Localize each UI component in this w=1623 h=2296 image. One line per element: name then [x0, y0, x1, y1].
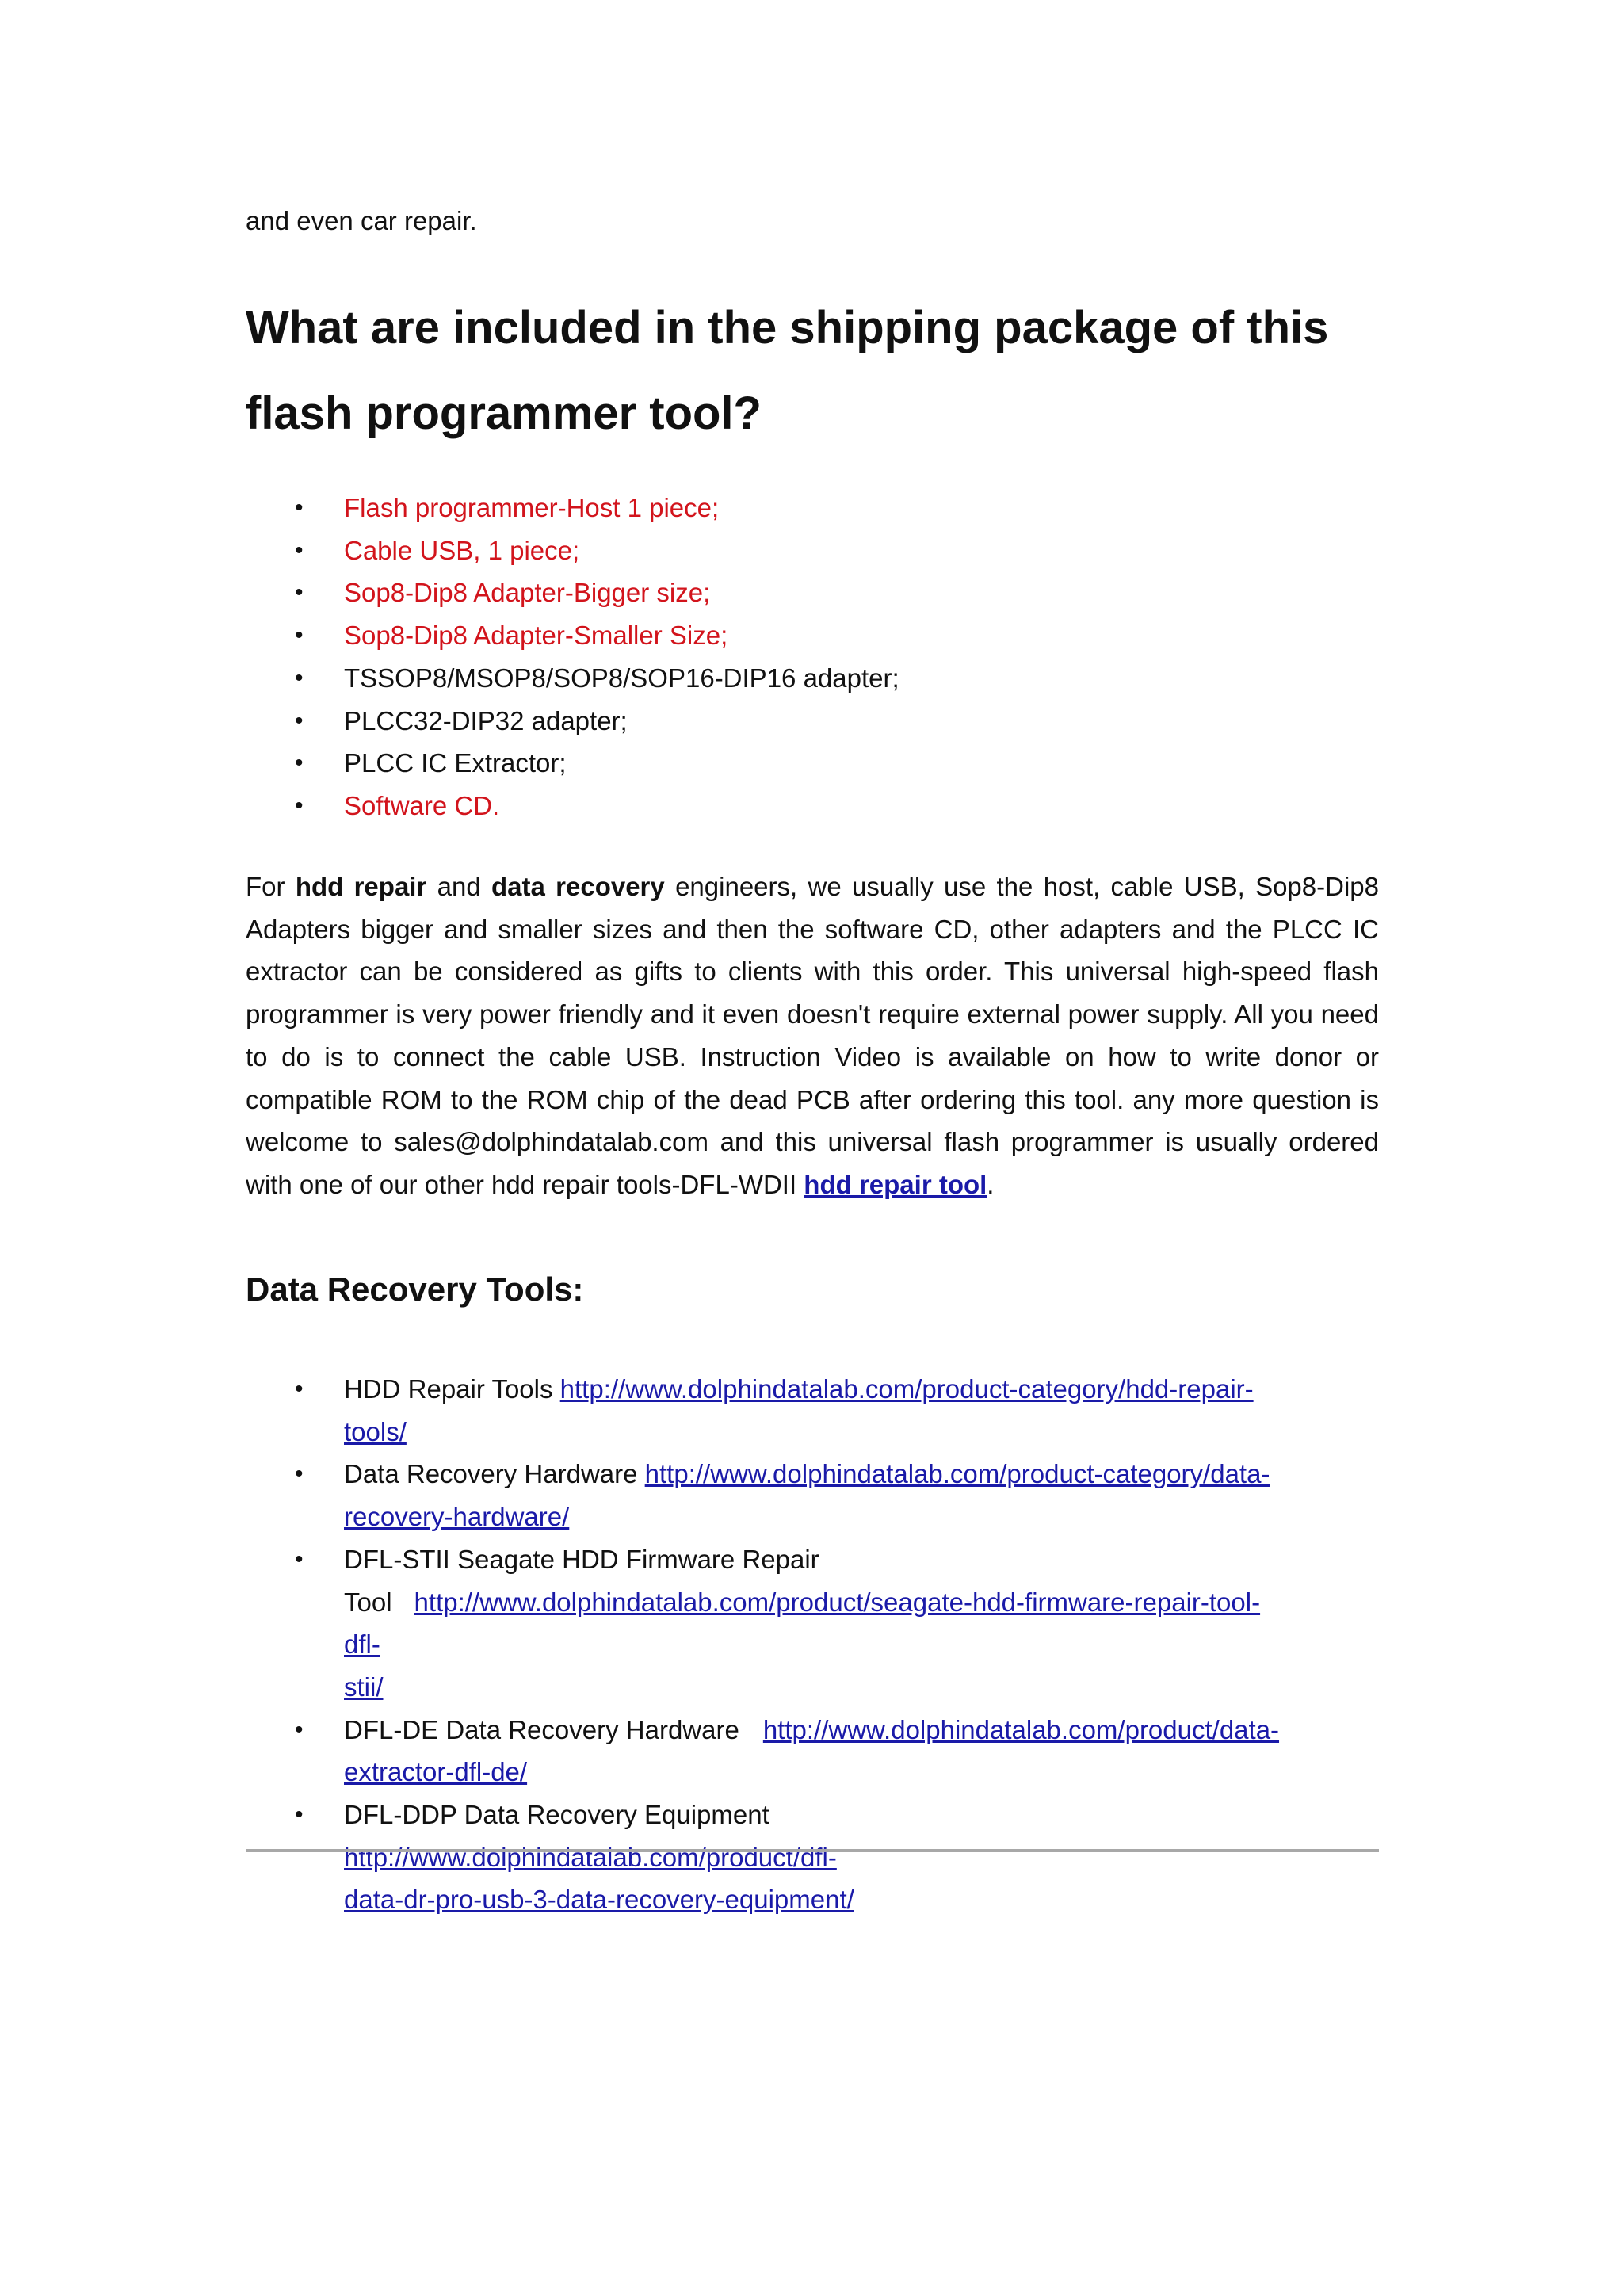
tool-label-cont: Tool — [344, 1587, 392, 1617]
bullet-icon: • — [295, 1545, 304, 1572]
description-paragraph — [246, 865, 1379, 1206]
bullet-icon: • — [295, 1716, 304, 1743]
dfl-de-link-cont[interactable]: extractor-dfl-de/ — [344, 1757, 528, 1787]
tool-label: DFL-DDP Data Recovery Equipment — [344, 1800, 769, 1830]
tool-item — [246, 1368, 1295, 1453]
package-heading: What are included in the shipping package of this flash programmer tool? — [246, 302, 1329, 439]
tool-item — [246, 1709, 1295, 1794]
tool-label: HDD Repair Tools — [344, 1374, 553, 1404]
dfl-ddp-link-cont[interactable]: data-dr-pro-usb-3-data-recovery-equipment/ — [344, 1885, 854, 1915]
package-item — [246, 571, 899, 614]
bullet-icon: • — [295, 579, 304, 606]
package-item-text: PLCC IC Extractor; — [344, 748, 567, 778]
tool-item — [246, 1794, 1295, 1921]
tool-item — [246, 1453, 1295, 1538]
paragraph-text: For — [246, 872, 296, 901]
tool-label: DFL-DE Data Recovery Hardware — [344, 1714, 739, 1744]
bold-hdd-repair: hdd repair — [295, 872, 427, 901]
bullet-icon: • — [295, 622, 304, 649]
bullet-icon: • — [295, 1376, 304, 1402]
bullet-icon: • — [295, 750, 304, 777]
paragraph-text: engineers, we usually use the host, cable USB, Sop8-Dip8 Adapters bigger and smaller sizes and then the software CD, other adapters and the PLCC IC extractor can be considered as gifts to clients with this order. This universal high-speed flash programmer is very power friendly and it even doesn't require external power supply. All you need to do is to connect the cable USB. Instruction Video is available on how to write donor or compatible ROM to the ROM chip of the dead PCB after ordering this tool. any more question is welcome to sales@dolphindatalab.com and this universal flash programmer is usually ordered with one of our other hdd repair tools-DFL-WDII — [246, 872, 1379, 1199]
package-item — [246, 785, 899, 827]
dfl-ddp-link[interactable]: http://www.dolphindatalab.com/product/dfl- — [344, 1842, 837, 1872]
bold-data-recovery: data recovery — [491, 872, 665, 901]
package-item-text: PLCC32-DIP32 adapter; — [344, 705, 628, 735]
tools-heading: Data Recovery Tools: — [246, 1270, 584, 1308]
dfl-de-link[interactable]: http://www.dolphindatalab.com/product/data- — [762, 1714, 1280, 1744]
intro-text: and even car repair. — [246, 206, 477, 235]
horizontal-divider — [246, 1849, 1379, 1852]
package-item-text: TSSOP8/MSOP8/SOP8/SOP16-DIP16 adapter; — [344, 663, 899, 693]
hdd-repair-tools-link[interactable]: http://www.dolphindatalab.com/product-category/hdd-repair-tools/ — [344, 1374, 1254, 1446]
tool-item — [246, 1538, 1295, 1709]
package-item — [246, 614, 899, 657]
paragraph-text: . — [987, 1169, 995, 1199]
package-list — [246, 487, 899, 827]
package-item — [246, 487, 899, 529]
bullet-icon: • — [295, 707, 304, 734]
bullet-icon: • — [295, 537, 304, 563]
package-item-text: Cable USB, 1 piece; — [344, 535, 580, 565]
package-item-text: Software CD. — [344, 790, 500, 820]
package-item — [246, 529, 899, 572]
bullet-icon: • — [295, 1801, 304, 1828]
data-recovery-hardware-link-cont[interactable]: recovery-hardware/ — [344, 1502, 570, 1532]
bullet-icon: • — [295, 664, 304, 691]
bullet-icon: • — [295, 792, 304, 819]
package-item-text: Sop8-Dip8 Adapter-Smaller Size; — [344, 621, 728, 651]
package-item-text: Sop8-Dip8 Adapter-Bigger size; — [344, 578, 711, 608]
package-item — [246, 657, 899, 700]
bullet-icon: • — [295, 1461, 304, 1488]
paragraph-text: and — [426, 872, 491, 901]
package-item-text: Flash programmer-Host 1 piece; — [344, 493, 720, 522]
dfl-stii-link[interactable]: http://www.dolphindatalab.com/product/seagate-hdd-firmware-repair-tool-dfl- — [344, 1587, 1261, 1660]
package-item — [246, 742, 899, 785]
package-item — [246, 700, 899, 743]
hdd-repair-tool-link[interactable]: hdd repair tool — [804, 1169, 987, 1199]
bullet-icon: • — [295, 495, 304, 521]
tool-label: DFL-STII Seagate HDD Firmware Repair — [344, 1544, 819, 1574]
dfl-stii-link-cont[interactable]: stii/ — [344, 1671, 384, 1702]
tools-list — [246, 1368, 1379, 1921]
data-recovery-hardware-link[interactable]: http://www.dolphindatalab.com/product-category/data- — [644, 1459, 1270, 1489]
tool-label: Data Recovery Hardware — [344, 1459, 638, 1489]
